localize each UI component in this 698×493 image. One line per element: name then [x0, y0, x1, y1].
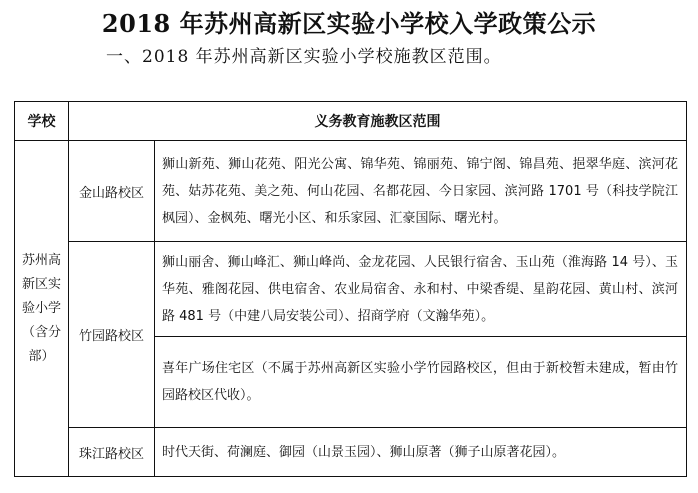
campus-name: 金山路校区 [69, 141, 155, 242]
page-title: 2018 年苏州高新区实验小学校入学政策公示 [101, 9, 597, 38]
section-heading: 一、2018 年苏州高新区实验小学校施教区范围。 [106, 47, 502, 67]
table-header-row [15, 102, 687, 141]
catchment-range: 时代天街、荷澜庭、御园（山景玉园）、狮山原著（狮子山原著花园）。 [155, 428, 687, 477]
table-row [15, 428, 687, 477]
school-name: 苏州高新区实验小学（含分部） [15, 141, 69, 477]
header-range: 义务教育施教区范围 [69, 102, 687, 141]
campus-name: 珠江路校区 [69, 428, 155, 477]
catchment-table [14, 101, 687, 477]
campus-name: 竹园路校区 [69, 242, 155, 428]
catchment-range-note: 喜年广场住宅区（不属于苏州高新区实验小学竹园路校区，但由于新校暂未建成，暂由竹园路校区代收）。 [155, 337, 687, 428]
table-row [15, 141, 687, 242]
table-row [15, 242, 687, 337]
header-school: 学校 [15, 102, 69, 141]
catchment-range: 狮山新苑、狮山花苑、阳光公寓、锦华苑、锦丽苑、锦宁阁、锦昌苑、挹翠华庭、滨河花苑、姑苏花苑、美之苑、何山花园、名都花园、今日家园、滨河路 1701 号（科技学院江枫园）、金枫苑、曙光小区、和乐家园、汇豪国际、曙光村。 [155, 141, 687, 242]
catchment-range: 狮山丽舍、狮山峰汇、狮山峰尚、金龙花园、人民银行宿舍、玉山苑（淮海路 14 号）、玉华苑、雅阁花园、供电宿舍、农业局宿舍、永和村、中梁香缇、星韵花园、黄山村、滨河路 481 号（中建八局安装公司）、招商学府（文瀚华苑）。 [155, 242, 687, 337]
